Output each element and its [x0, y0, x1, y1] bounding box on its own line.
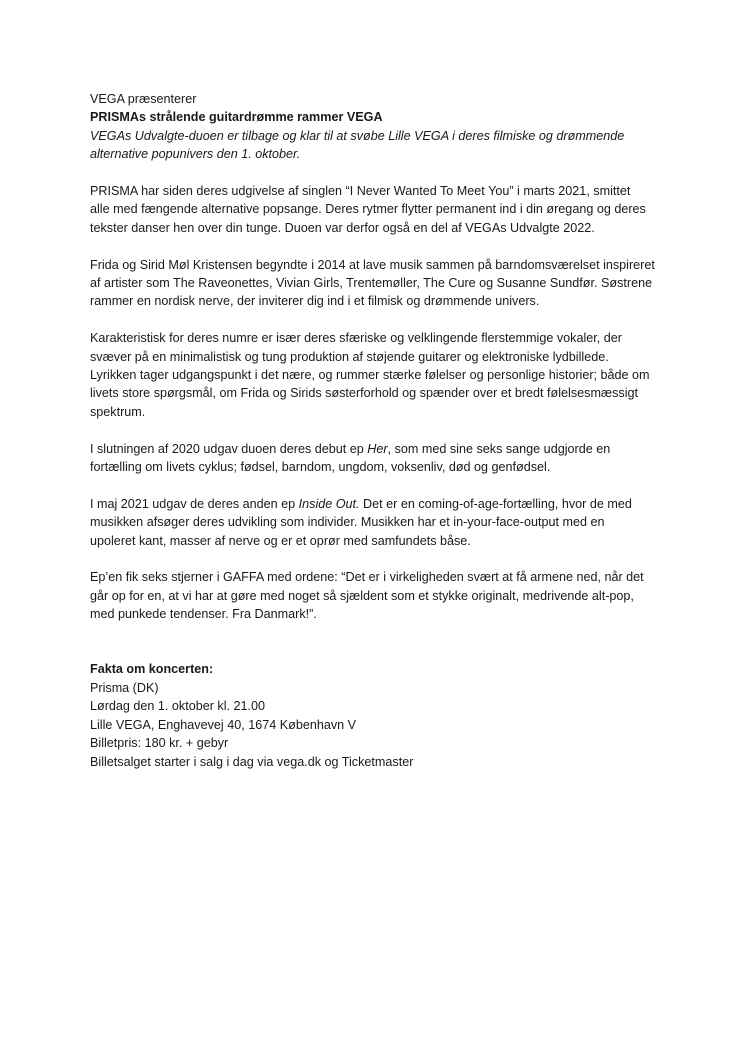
presents-line: VEGA præsenterer: [90, 92, 197, 106]
paragraph-line: med punkede tendenser. Fra Danmark!”.: [90, 607, 317, 622]
paragraph-1: [90, 182, 670, 237]
facts-price: Billetpris: 180 kr. + gebyr: [90, 736, 229, 751]
facts-date: Lørdag den 1. oktober kl. 21.00: [90, 699, 266, 714]
paragraph-line: Karakteristisk for deres numre er især deres sfæriske og velklingende flerstemmige vokaler, der: [90, 331, 622, 346]
paragraph-line: livets store spørgsmål, om Frida og Sirids søsterforhold og spænder over et bredt følelsesmæssigt: [90, 386, 639, 401]
text-run: , som med sine seks sange udgjorde en: [387, 441, 611, 456]
paragraph-line: PRISMA har siden deres udgivelse af singlen “I Never Wanted To Meet You” i marts 2021, smittet: [90, 184, 631, 199]
paragraph-line: musikken afsøger deres udvikling som individer. Musikken har et in-your-face-output med en: [90, 515, 605, 530]
paragraph-5: [90, 495, 670, 550]
text-run: Det er en coming-of-age-fortælling, hvor de med: [359, 496, 632, 511]
paragraph-6: [90, 568, 670, 623]
spacer: [90, 642, 670, 660]
facts-heading: Fakta om koncerten:: [90, 662, 214, 677]
text-run: I maj 2021 udgav de deres anden ep: [90, 496, 299, 511]
paragraph-line: af artister som The Raveonettes, Vivian Girls, Trentemøller, The Cure og Susanne Sundfør. Søstrene: [90, 276, 653, 291]
paragraph-line: går op for en, at vi har at gøre med noget så sjældent som et stykke originalt, medrivende alt-pop,: [90, 588, 634, 603]
paragraph-line: upoleret kant, masser af nerve og er et oprør med samfundets båse.: [90, 533, 471, 548]
lead-line: VEGAs Udvalgte-duoen er tilbage og klar til at svøbe Lille VEGA i deres filmiske og drømmende: [90, 128, 625, 143]
paragraph-line: alle med fængende alternative popsange. Deres rytmer flytter permanent ind i din øregang og deres: [90, 202, 646, 217]
paragraph-line: tekster danser hen over din tunge. Duoen var derfor også en del af VEGAs Udvalgte 2022.: [90, 220, 595, 235]
press-release: [90, 90, 670, 771]
facts-artist: Prisma (DK): [90, 680, 159, 695]
ep-title-inside-out: Inside Out.: [298, 496, 360, 511]
lead-line: alternative popunivers den 1. oktober.: [90, 147, 301, 162]
facts-venue: Lille VEGA, Enghavevej 40, 1674 København V: [90, 717, 357, 732]
facts-section: [90, 660, 670, 770]
paragraph-line: Lyrikken tager udgangspunkt i det nære, og rummer stærke følelser og personlige historier; både om: [90, 368, 650, 383]
paragraph-line: Frida og Sirid Møl Kristensen begyndte i 2014 at lave musik sammen på barndomsværelset inspireret: [90, 257, 655, 272]
paragraph-line: fortælling om livets cyklus; fødsel, barndom, ungdom, voksenliv, død og genfødsel.: [90, 460, 551, 475]
paragraph-line: spektrum.: [90, 404, 146, 419]
headline: PRISMAs strålende guitardrømme rammer VEGA: [90, 110, 383, 125]
paragraph-4: [90, 440, 670, 477]
paragraph-3: [90, 329, 670, 421]
paragraph-line: rammer en nordisk nerve, der inviterer dig ind i et filmisk og drømmende univers.: [90, 294, 540, 309]
text-run: I slutningen af 2020 udgav duoen deres debut ep: [90, 441, 368, 456]
paragraph-2: [90, 256, 670, 311]
lead-paragraph: [90, 127, 670, 164]
paragraph-line: [90, 440, 670, 458]
paragraph-line: svæver på en minimalistisk og tung produktion af støjende guitarer og elektroniske lydbillede.: [90, 349, 609, 364]
ep-title-her: Her: [367, 441, 388, 456]
facts-tickets: Billetsalget starter i salg i dag via vega.dk og Ticketmaster: [90, 754, 414, 769]
paragraph-line: Ep’en fik seks stjerner i GAFFA med ordene: “Det er i virkeligheden svært at få armene ned, når det: [90, 570, 644, 585]
paragraph-line: [90, 495, 670, 513]
